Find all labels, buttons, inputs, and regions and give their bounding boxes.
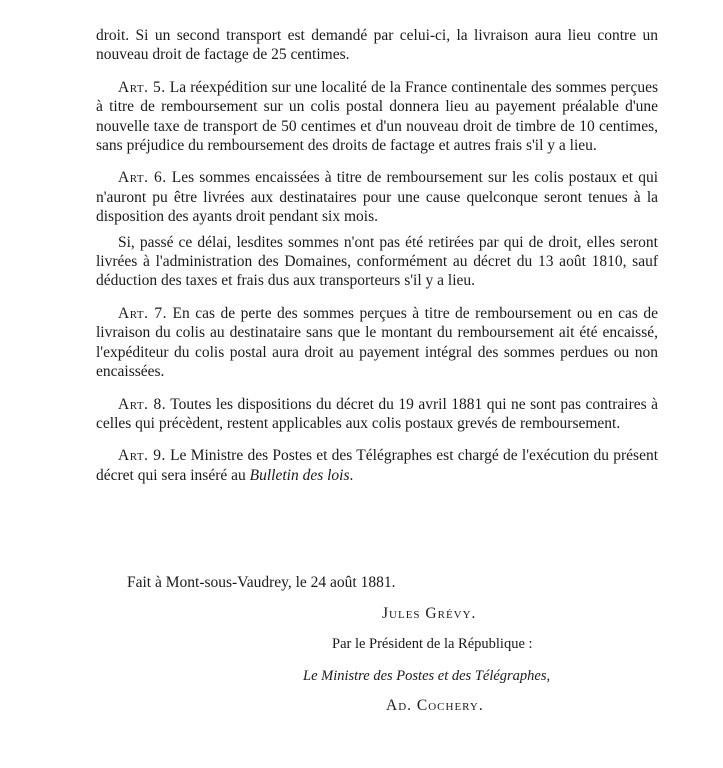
- article-text: La réexpédition sur une localité de la France continentale des sommes perçues à titre de remboursement sur un colis postal donnera lieu au payement préalable d'une nouvelle taxe de transport de 50 centimes et d'un nouveau droit de timbre de 10 centimes, sans préjudice du remboursement des droits de factage et autres frais s'il y a lieu.: [96, 78, 659, 155]
- article-5: [96, 78, 658, 156]
- minister-title: Le Ministre des Postes et des Télégraphes,: [303, 668, 551, 684]
- article-7: [96, 304, 658, 382]
- article-text: Toutes les dispositions du décret du 19 avril 1881 qui ne sont pas contraires à celles qui précèdent, restent applicables aux colis postaux grevés de remboursement.: [96, 395, 659, 432]
- article-label: Art. 6.: [118, 169, 167, 187]
- bulletin-title: Bulletin des lois: [249, 466, 350, 484]
- article-9: Art. 9. Le Ministre des Postes et des Télégraphes est chargé de l'exécution du présent décret qui sera inséré au Bulletin des lois.: [96, 447, 659, 484]
- article-label: Art. 5.: [118, 78, 166, 96]
- article-text: Le Ministre des Postes et des Télégraphes est chargé de l'exécution du présent décret qui sera inséré au: [96, 447, 659, 484]
- article-8: [96, 395, 658, 434]
- signatory-name: Jules Grévy.: [382, 605, 477, 622]
- article-6-continued: Si, passé ce délai, lesdites sommes n'ont pas été retirées par qui de droit, elles seront livrées à l'administration des Domaines, conformément au décret du 13 août 1810, sauf déduction des taxes et frais dus aux transporteurs s'il y a lieu.: [96, 233, 658, 290]
- article-text: En cas de perte des sommes perçues à titre de remboursement ou en cas de livraison du colis au destinataire sans que le montant du remboursement ait été encaissé, l'expéditeur du colis postal aura droit au payement intégral des sommes perdues ou non encaissées.: [96, 304, 659, 381]
- article-6: [96, 168, 658, 226]
- intro-paragraph: droit. Si un second transport est demandé par celui-ci, la livraison aura lieu contre un nouveau droit de factage de 25 centimes.: [96, 27, 658, 64]
- article-label: Art. 7.: [118, 304, 168, 322]
- date-place-line: Fait à Mont-sous-Vaudrey, le 24 août 1881.: [127, 574, 396, 591]
- article-label: Art. 8.: [118, 395, 167, 413]
- by-president-line: Par le Président de la République :: [332, 636, 533, 652]
- decree-text: [96, 26, 658, 485]
- article-text: Les sommes encaissées à titre de remboursement sur les colis postaux et qui n'auront pu être livrées aux destinataires pour une cause quelconque seront tenues à la disposition des ayants droit pendant six mois.: [96, 169, 658, 226]
- article-label: Art. 9.: [118, 447, 166, 465]
- minister-name: Ad. Cochery.: [386, 697, 484, 714]
